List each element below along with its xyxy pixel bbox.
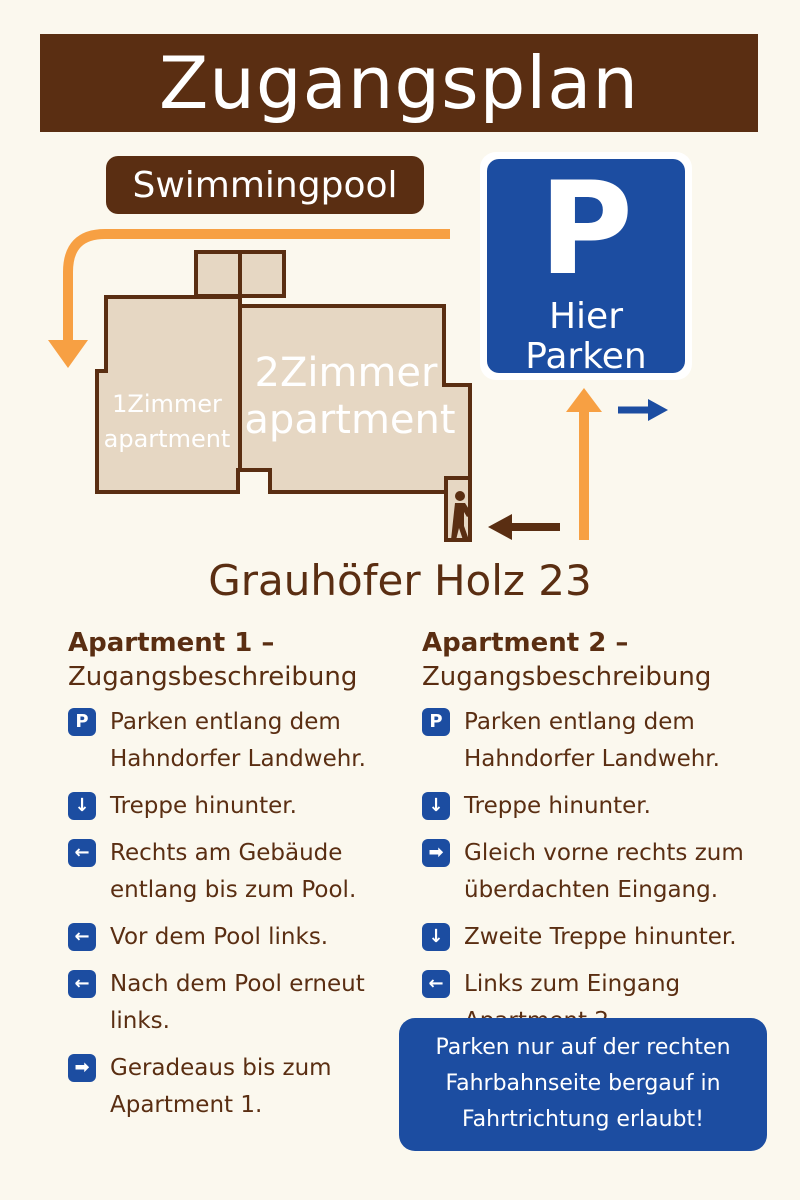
apartment1-title: Apartment 1 – Zugangsbeschreibung [68,628,358,692]
pool-route-arrowhead [48,340,88,368]
parking-text-line2: Parken [525,336,647,377]
direction-step [68,788,408,825]
apartment1-directions [68,626,408,1134]
room1-label-line2: apartment [103,425,231,453]
right-direction-arrowhead [648,399,668,421]
room2-label-line2: apartment [244,397,456,443]
direction-step-text: Nach dem Pool erneut links. [110,971,365,1034]
parking-route-arrowhead [566,388,602,412]
parking-icon: P [68,708,96,736]
parking-notice: Parken nur auf der rechten Fahrbahnseite bergauf in Fahrtrichtung erlaubt! [399,1018,767,1151]
arrow-down-icon: ↓ [422,792,450,820]
direction-step [68,1050,408,1124]
direction-step-text: Links zum Eingang [464,971,681,997]
parking-sign [480,152,692,380]
page-title: Zugangsplan [40,34,758,132]
room1-label-line1: 1Zimmer [112,390,222,418]
direction-step [422,919,782,956]
direction-step-text: Gleich vorne rechts zum überdachten Eingang. [464,840,744,903]
arrow-down-icon: ↓ [68,792,96,820]
direction-step-text: Parken entlang dem Hahndorfer Landwehr. [110,709,366,772]
direction-step-text: Rechts am Gebäude entlang bis zum Pool. [110,840,357,903]
arrow-left-icon: ← [68,839,96,867]
arrow-left-icon: ← [68,923,96,951]
direction-step [68,966,408,1040]
direction-step-text: Parken entlang dem Hahndorfer Landwehr. [464,709,720,772]
arrow-left-icon: ← [422,970,450,998]
apartment2-title: Apartment 2 – Zugangsbeschreibung [422,628,712,692]
direction-step-text: Zweite Treppe hinunter. [464,924,737,950]
parking-icon: P [539,155,633,304]
door-route-arrowhead [488,514,512,540]
direction-step-text: Treppe hinunter. [110,793,297,819]
direction-step-text: Treppe hinunter. [464,793,651,819]
apartment2-directions [422,626,782,1050]
room2-label-line1: 2Zimmer [254,350,438,396]
arrow-right-icon: ➡ [422,839,450,867]
direction-step [422,835,782,909]
parking-icon: P [422,708,450,736]
direction-step [422,704,782,778]
direction-step [68,919,408,956]
direction-step-text: Vor dem Pool links. [110,924,329,950]
parking-text-line1: Hier [548,296,624,337]
direction-step-text: Geradeaus bis zum Apartment 1. [110,1055,332,1118]
arrow-down-icon: ↓ [422,923,450,951]
entrance-door-icon [446,478,472,540]
direction-step [68,835,408,909]
swimmingpool-label: Swimmingpool [106,156,424,214]
direction-step [422,788,782,825]
arrow-right-icon: ➡ [68,1054,96,1082]
direction-step [68,704,408,778]
address: Grauhöfer Holz 23 [208,556,592,605]
arrow-left-icon: ← [68,970,96,998]
